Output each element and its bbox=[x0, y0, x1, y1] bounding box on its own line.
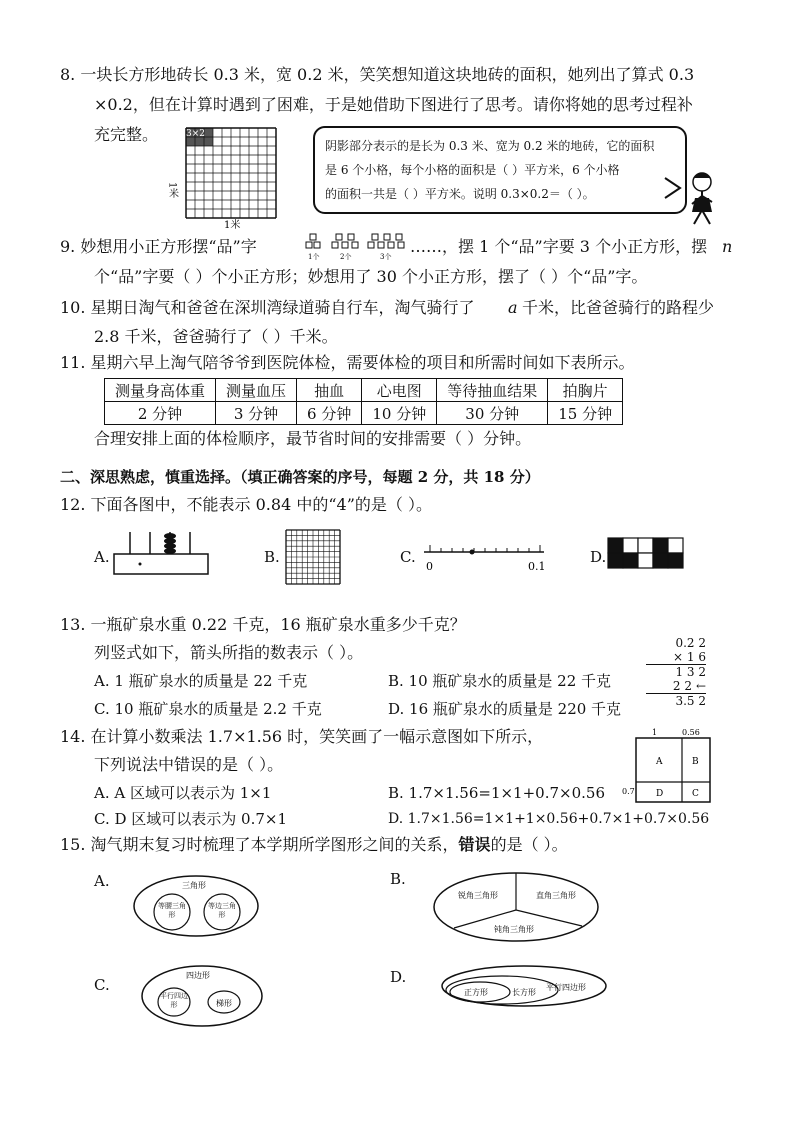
q8-line3: 充完整。 bbox=[94, 125, 159, 144]
q12-option-a-label: A. bbox=[94, 548, 110, 566]
q13-option-c: C. 10 瓶矿泉水的质量是 2.2 千克 bbox=[94, 700, 322, 718]
q15-option-c-label: C. bbox=[94, 976, 110, 994]
bubble-line1: 阴影部分表示的是长为 0.3 米、宽为 0.2 米的地砖，它的面积 bbox=[325, 139, 655, 153]
q8-thought-bubble bbox=[313, 126, 687, 214]
table-cell: 6 分钟 bbox=[297, 402, 362, 425]
q9-line1a: 9. 妙想用小正方形摆“品”字 bbox=[60, 237, 257, 256]
q12-option-d-label: D. bbox=[590, 548, 607, 566]
q14-option-d: D. 1.7×1.56=1×1+1×0.56+0.7×1+0.7×0.56 bbox=[388, 811, 710, 827]
area-cell-a: A bbox=[656, 757, 663, 767]
q12-option-c-label: C. bbox=[400, 548, 416, 566]
strip-blocks bbox=[608, 538, 683, 568]
bubble-line2: 是 6 个小格，每个小格的面积是（ ）平方米，6 个小格 bbox=[325, 163, 620, 177]
q8-grid-figure bbox=[168, 126, 298, 232]
pin-label-1: 1个 bbox=[308, 253, 320, 261]
calc-line: 2 2 bbox=[672, 679, 692, 693]
q13-option-d: D. 16 瓶矿泉水的质量是 220 千克 bbox=[388, 700, 622, 718]
b-label-3: 钝角三角形 bbox=[494, 925, 534, 934]
strip-block bbox=[668, 553, 683, 568]
table-cell: 2 分钟 bbox=[105, 402, 216, 425]
q15-emph: 错误 bbox=[458, 835, 491, 854]
q14-option-a: A. A 区域可以表示为 1×1 bbox=[94, 784, 272, 802]
calc-line-arrow bbox=[646, 679, 706, 694]
q14-option-b: B. 1.7×1.56=1×1+0.7×0.56 bbox=[388, 784, 605, 802]
number-line-zero: 0 bbox=[426, 560, 433, 573]
b-label-2: 直角三角形 bbox=[536, 891, 576, 900]
exam-time-table bbox=[104, 378, 623, 425]
q15-option-a-label: A. bbox=[94, 872, 110, 890]
area-cell-b: B bbox=[692, 757, 699, 767]
nested-quadrilateral-figure bbox=[440, 964, 610, 1010]
strip-block bbox=[653, 538, 668, 553]
pie-triangle-figure bbox=[432, 870, 602, 944]
c-inner-1: 平行四边形 bbox=[160, 992, 188, 1009]
q8-line2: ×0.2，但在计算时遇到了困难，于是她借助下图进行了思考。请你将她的思考过程补 bbox=[94, 95, 693, 114]
area-top-056: 0.56 bbox=[682, 728, 700, 737]
q9-n: n bbox=[722, 237, 733, 256]
table-header-cell: 测量身高体重 bbox=[105, 379, 216, 402]
vertical-calculation bbox=[646, 636, 706, 708]
table-row bbox=[105, 402, 623, 425]
c-inner-2: 梯形 bbox=[216, 999, 232, 1008]
q10-a: a bbox=[508, 298, 518, 317]
table-cell: 30 分钟 bbox=[437, 402, 548, 425]
number-line-ticks bbox=[430, 545, 540, 552]
q13-option-a: A. 1 瓶矿泉水的质量是 22 千克 bbox=[94, 672, 308, 690]
strip-block bbox=[608, 538, 623, 553]
q15-line1a: 15. 淘气期末复习时梳理了本学期所学图形之间的关系， bbox=[60, 835, 459, 854]
calc-line: 3.5 2 bbox=[675, 694, 706, 708]
q10-line2: 2.8 千米，爸爸骑行了（ ）千米。 bbox=[94, 327, 338, 346]
q14-line2: 下列说法中错误的是（ ）。 bbox=[94, 755, 284, 774]
strip-block bbox=[638, 538, 653, 553]
table-header-cell: 抽血 bbox=[297, 379, 362, 402]
q13-option-b: B. 10 瓶矿泉水的质量是 22 千克 bbox=[388, 672, 612, 690]
hundred-grid-figure bbox=[284, 528, 344, 586]
table-header-cell: 测量血压 bbox=[216, 379, 297, 402]
table-cell: 3 分钟 bbox=[216, 402, 297, 425]
table-header-cell: 心电图 bbox=[362, 379, 437, 402]
hundred-grid bbox=[186, 128, 276, 218]
q8-side-label: 1米 bbox=[166, 182, 178, 199]
q14-line1: 14. 在计算小数乘法 1.7×1.56 时，笑笑画了一幅示意图如下所示， bbox=[60, 727, 544, 746]
area-cell-d: D bbox=[656, 789, 664, 799]
q9-line2: 个“品”字要（ ）个小正方形；妙想用了 30 个小正方形，摆了（ ）个“品”字。 bbox=[94, 267, 648, 286]
girl-figure-icon bbox=[680, 168, 724, 228]
a-inner-1: 等腰三角形 bbox=[158, 902, 186, 919]
calc-line: × 1 6 bbox=[646, 650, 706, 665]
q15-line1c: 的是（ ）。 bbox=[490, 835, 568, 854]
number-line-end: 0.1 bbox=[528, 560, 546, 573]
strip-block bbox=[653, 553, 668, 568]
strip-block bbox=[638, 553, 653, 568]
area-top-1: 1 bbox=[652, 728, 658, 737]
d-label-1: 正方形 bbox=[464, 988, 488, 997]
q8-line1: 8. 一块长方形地砖长 0.3 米，宽 0.2 米，笑笑想知道这块地砖的面积，她列出了算式 0.3 bbox=[60, 65, 695, 84]
section-2-heading: 二、深思熟虑，慎重选择。（填正确答案的序号，每题 2 分，共 18 分） bbox=[60, 468, 540, 486]
area-left-07: 0.7 bbox=[622, 787, 635, 796]
venn-triangle-figure bbox=[132, 872, 262, 938]
bubble-line3: 的面积一共是（ ）平方米。说明 0.3×0.2＝（ ）。 bbox=[325, 187, 595, 201]
strip-block bbox=[608, 553, 623, 568]
shaded-cell bbox=[204, 137, 213, 146]
q14-option-c: C. D 区域可以表示为 0.7×1 bbox=[94, 810, 288, 828]
table-header-cell: 拍胸片 bbox=[548, 379, 623, 402]
calc-line: 1 3 2 bbox=[675, 665, 706, 679]
q8-shade-label: 3×2 bbox=[186, 129, 205, 139]
strip-blocks-figure bbox=[606, 536, 688, 570]
d-label-3: 平行四边形 bbox=[546, 983, 586, 992]
strip-block bbox=[623, 538, 638, 553]
q12-line1: 12. 下面各图中，不能表示 0.84 中的“4”的是（ ）。 bbox=[60, 495, 432, 514]
q9-line1b: ……，摆 1 个“品”字要 3 个小正方形，摆 bbox=[410, 237, 708, 256]
arrow-left-icon: ← bbox=[695, 679, 706, 693]
q11-line2: 合理安排上面的体检顺序，最节省时间的安排需要（ ）分钟。 bbox=[94, 429, 532, 448]
b-label-1: 锐角三角形 bbox=[458, 891, 498, 900]
q15-line1 bbox=[60, 834, 568, 856]
calc-line: 0.2 2 bbox=[675, 636, 706, 650]
abacus-figure bbox=[112, 528, 212, 576]
pin-pattern-figure bbox=[304, 232, 424, 262]
table-cell: 15 分钟 bbox=[548, 402, 623, 425]
pin-label-2: 2个 bbox=[340, 253, 352, 261]
pin-label-3: 3个 bbox=[380, 253, 392, 261]
q10-line1a: 10. 星期日淘气和爸爸在深圳湾绿道骑自行车，淘气骑行了 bbox=[60, 298, 475, 317]
q13-line2: 列竖式如下，箭头所指的数表示（ ）。 bbox=[94, 643, 364, 662]
q15-option-b-label: B. bbox=[390, 870, 406, 888]
q8-bottom-label: 1米 bbox=[224, 220, 241, 231]
q11-line1: 11. 星期六早上淘气陪爷爷到医院体检，需要体检的项目和所需时间如下表所示。 bbox=[60, 353, 635, 372]
bubble-tail-icon bbox=[664, 176, 684, 200]
area-cell-c: C bbox=[692, 789, 699, 799]
venn-quadrilateral-figure bbox=[140, 962, 264, 1028]
q13-line1: 13. 一瓶矿泉水重 0.22 千克，16 瓶矿泉水重多少千克？ bbox=[60, 615, 466, 634]
q15-option-d-label: D. bbox=[390, 968, 407, 986]
number-line-figure bbox=[420, 540, 550, 574]
c-outer-label: 四边形 bbox=[186, 971, 210, 980]
table-cell: 10 分钟 bbox=[362, 402, 437, 425]
q12-option-b-label: B. bbox=[264, 548, 280, 566]
a-inner-2: 等边三角形 bbox=[208, 902, 236, 919]
strip-block bbox=[668, 538, 683, 553]
a-outer-label: 三角形 bbox=[182, 881, 206, 890]
table-row bbox=[105, 379, 623, 402]
d-label-2: 长方形 bbox=[512, 988, 536, 997]
q10-line1b: 千米，比爸爸骑行的路程少 bbox=[522, 298, 715, 317]
table-header-cell: 等待抽血结果 bbox=[437, 379, 548, 402]
area-model-figure bbox=[622, 726, 712, 806]
grid-12 bbox=[286, 530, 340, 584]
strip-block bbox=[623, 553, 638, 568]
shaded-cell bbox=[204, 128, 213, 137]
